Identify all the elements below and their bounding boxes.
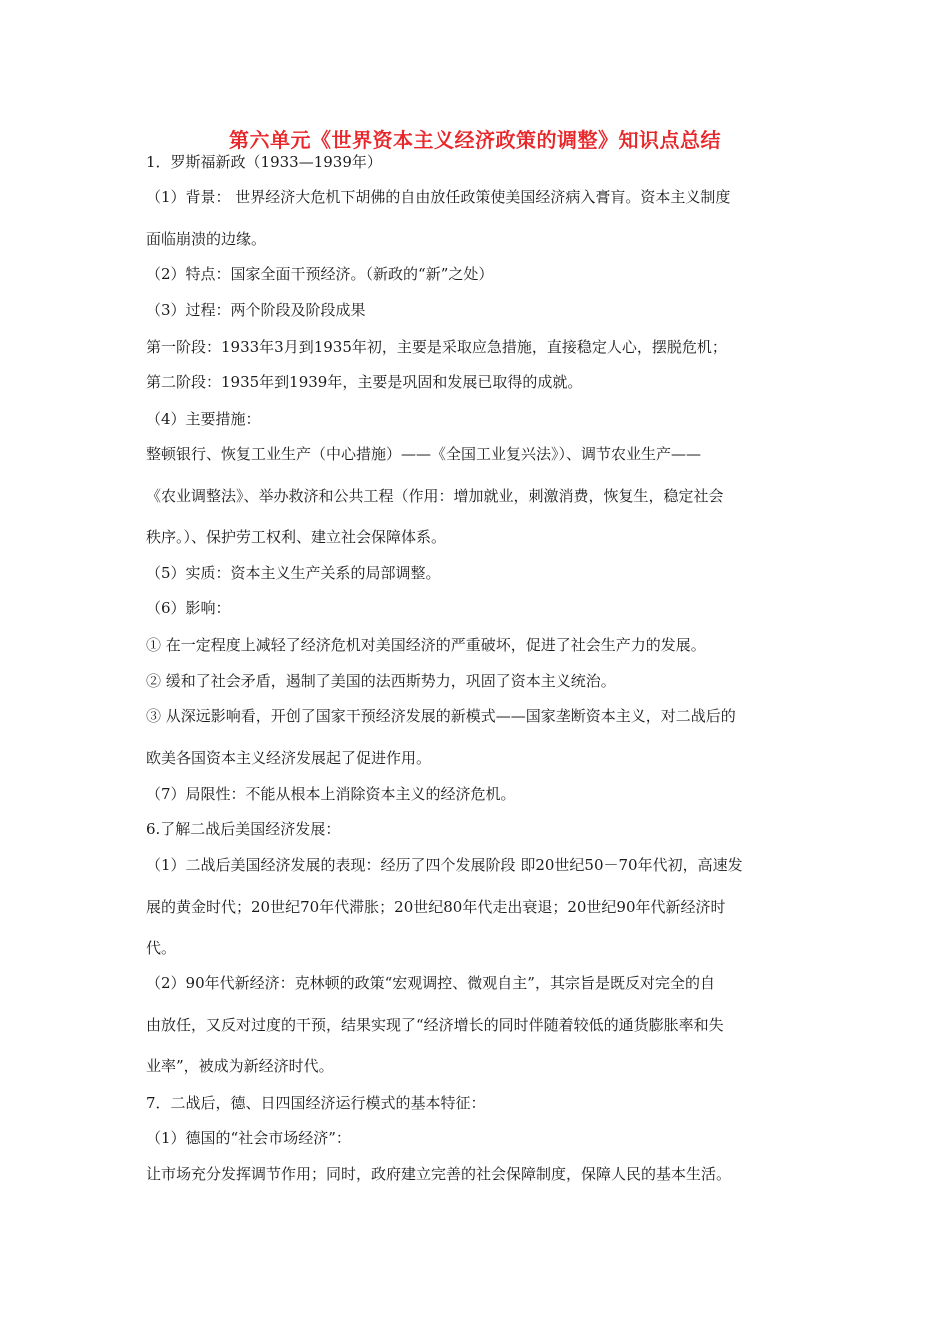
- text-line: （5）实质：资本主义生产关系的局部调整。: [146, 564, 441, 582]
- text-line: ① 在一定程度上减轻了经济危机对美国经济的严重破坏，促进了社会生产力的发展。: [146, 636, 706, 654]
- text-line: 第一阶段：1933年3月到1935年初，主要是采取应急措施，直接稳定人心，摆脱危机；: [146, 338, 727, 356]
- text-line: 6.了解二战后美国经济发展：: [146, 820, 341, 838]
- text-line: 由放任，又反对过度的干预，结果实现了“经济增长的同时伴随着较低的通货膨胀率和失: [146, 1016, 724, 1034]
- text-line: （2）90年代新经济：克林顿的政策“宏观调控、微观自主”，其宗旨是既反对完全的自: [146, 974, 715, 992]
- text-line: 秩序。）、保护劳工权利、建立社会保障体系。: [146, 528, 447, 546]
- text-line: 展的黄金时代；20世纪70年代滞胀；20世纪80年代走出衰退；20世纪90年代新经济时: [146, 898, 726, 916]
- text-line: ② 缓和了社会矛盾，遏制了美国的法西斯势力，巩固了资本主义统治。: [146, 672, 616, 690]
- document-title: 第六单元《世界资本主义经济政策的调整》知识点总结: [229, 128, 721, 152]
- text-line: 业率”，被成为新经济时代。: [146, 1057, 334, 1075]
- text-line: 代。: [146, 939, 177, 957]
- text-line: （6）影响：: [146, 599, 231, 617]
- text-line: （1）德国的“社会市场经济”：: [146, 1129, 351, 1147]
- text-line: ③ 从深远影响看，开创了国家干预经济发展的新模式——国家垄断资本主义，对二战后的: [146, 707, 736, 725]
- text-line: 欧美各国资本主义经济发展起了促进作用。: [146, 749, 432, 767]
- text-line: 整顿银行、恢复工业生产（中心措施）——《全国工业复兴法》）、调节农业生产——: [146, 445, 702, 463]
- text-line: （1）二战后美国经济发展的表现：经历了四个发展阶段 即20世纪50－70年代初，高速发: [146, 856, 743, 874]
- text-line: 面临崩溃的边缘。: [146, 230, 267, 248]
- text-line: （7）局限性：不能从根本上消除资本主义的经济危机。: [146, 785, 516, 803]
- text-line: （4）主要措施：: [146, 410, 261, 428]
- text-line: （1）背景： 世界经济大危机下胡佛的自由放任政策使美国经济病入膏肓。资本主义制度: [146, 188, 731, 206]
- text-line: （3）过程：两个阶段及阶段成果: [146, 301, 366, 319]
- text-line: 1．罗斯福新政（1933—1939年）: [146, 153, 382, 171]
- text-line: 《农业调整法》、举办救济和公共工程（作用：增加就业，刺激消费，恢复生，稳定社会: [146, 487, 724, 505]
- text-line: 第二阶段：1935年到1939年，主要是巩固和发展已取得的成就。: [146, 373, 583, 391]
- text-line: 7．二战后，德、日四国经济运行模式的基本特征：: [146, 1094, 486, 1112]
- text-line: 让市场充分发挥调节作用；同时，政府建立完善的社会保障制度，保障人民的基本生活。: [146, 1165, 732, 1183]
- text-line: （2）特点：国家全面干预经济。（新政的“新”之处）: [146, 265, 494, 283]
